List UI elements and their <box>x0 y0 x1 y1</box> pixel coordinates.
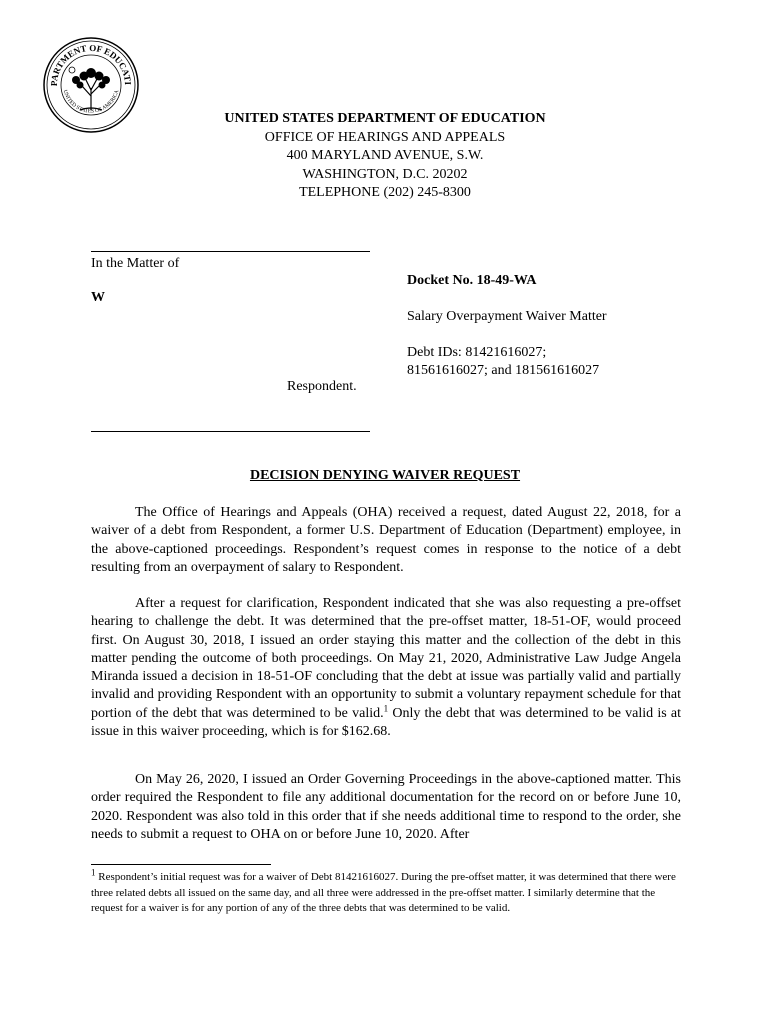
letterhead-office: OFFICE OF HEARINGS AND APPEALS <box>264 129 506 145</box>
footnote-number: 1 <box>91 867 96 878</box>
matter-type: Salary Overpayment Waiver Matter <box>407 309 607 324</box>
in-the-matter-label: In the Matter of <box>91 256 180 271</box>
decision-heading: DECISION DENYING WAIVER REQUEST <box>249 468 521 483</box>
caption-bottom-rule <box>91 431 370 432</box>
footnote-reference: 1 <box>383 703 389 714</box>
letterhead <box>0 110 770 203</box>
party-name: W <box>91 290 105 305</box>
paragraph-2-part-b: Only the debt that was determined to be valid is at issue in this waiver proceeding, which is for $162.68. <box>91 705 681 740</box>
letterhead-city: WASHINGTON, D.C. 20202 <box>302 166 468 182</box>
paragraph-2 <box>91 595 681 741</box>
respondent-label: Respondent. <box>287 379 357 394</box>
docket-number: Docket No. 18-49-WA <box>407 273 537 288</box>
letterhead-phone: TELEPHONE (202) 245-8300 <box>299 185 471 200</box>
paragraph-1: The Office of Hearings and Appeals (OHA) received a request, dated August 22, 2018, for a waiver of a debt from Respondent, a former U.S. Department of Education (Department) employee, in the above-captioned proceedings. Respondent’s request comes in response to the notice of a debt resulting from an overpayment of salary to Respondent. <box>91 505 681 575</box>
seal-outer-text: PARTMENT OF EDUCATI <box>48 42 134 87</box>
debt-ids-line-1: Debt IDs: 81421616027; <box>407 345 547 360</box>
paragraph-2-part-a: After a request for clarification, Respondent indicated that she was also requesting a pre-offset hearing to challenge the debt. It was determined that the pre-offset matter, 18-51-OF, would proceed first. On August 30, 2018, I issued an order staying this matter and the collection of the debt in this matter pending the outcome of both proceedings. On May 21, 2020, Administrative Law Judge Angela Miranda issued a decision in 18-51-OF concluding that the debt at issue was partially valid and partially invalid and providing Respondent with an opportunity to submit a voluntary repayment schedule for that portion of the debt that was determined to be valid. <box>91 596 681 721</box>
seal-inner-text: UNITED STATES OF AMERICA <box>61 89 121 115</box>
letterhead-street: 400 MARYLAND AVENUE, S.W. <box>286 148 484 163</box>
debt-ids-line-2: 81561616027; and 181561616027 <box>407 363 600 378</box>
paragraph-3: On May 26, 2020, I issued an Order Governing Proceedings in the above-captioned matter. This order required the Respondent to file any additional documentation for the record on or before June 10, 2020. Respondent was also told in this order that if she needs additional time to respond to the order, she needs to submit a request to OHA on or before June 10, 2020. After <box>91 772 681 842</box>
caption-top-rule <box>91 251 370 252</box>
letterhead-title: UNITED STATES DEPARTMENT OF EDUCATION <box>224 111 546 126</box>
footnote-text: Respondent’s initial request was for a waiver of Debt 81421616027. During the pre-offset matter, it was determined that there were three related debts all issued on the same day, and all three were addressed in the pre-offset matter. I similarly determine that the request for a waiver is for any portion of any of the three debts that was determined to be valid. <box>91 871 676 914</box>
footnote <box>91 867 681 917</box>
footnote-rule <box>91 864 271 865</box>
